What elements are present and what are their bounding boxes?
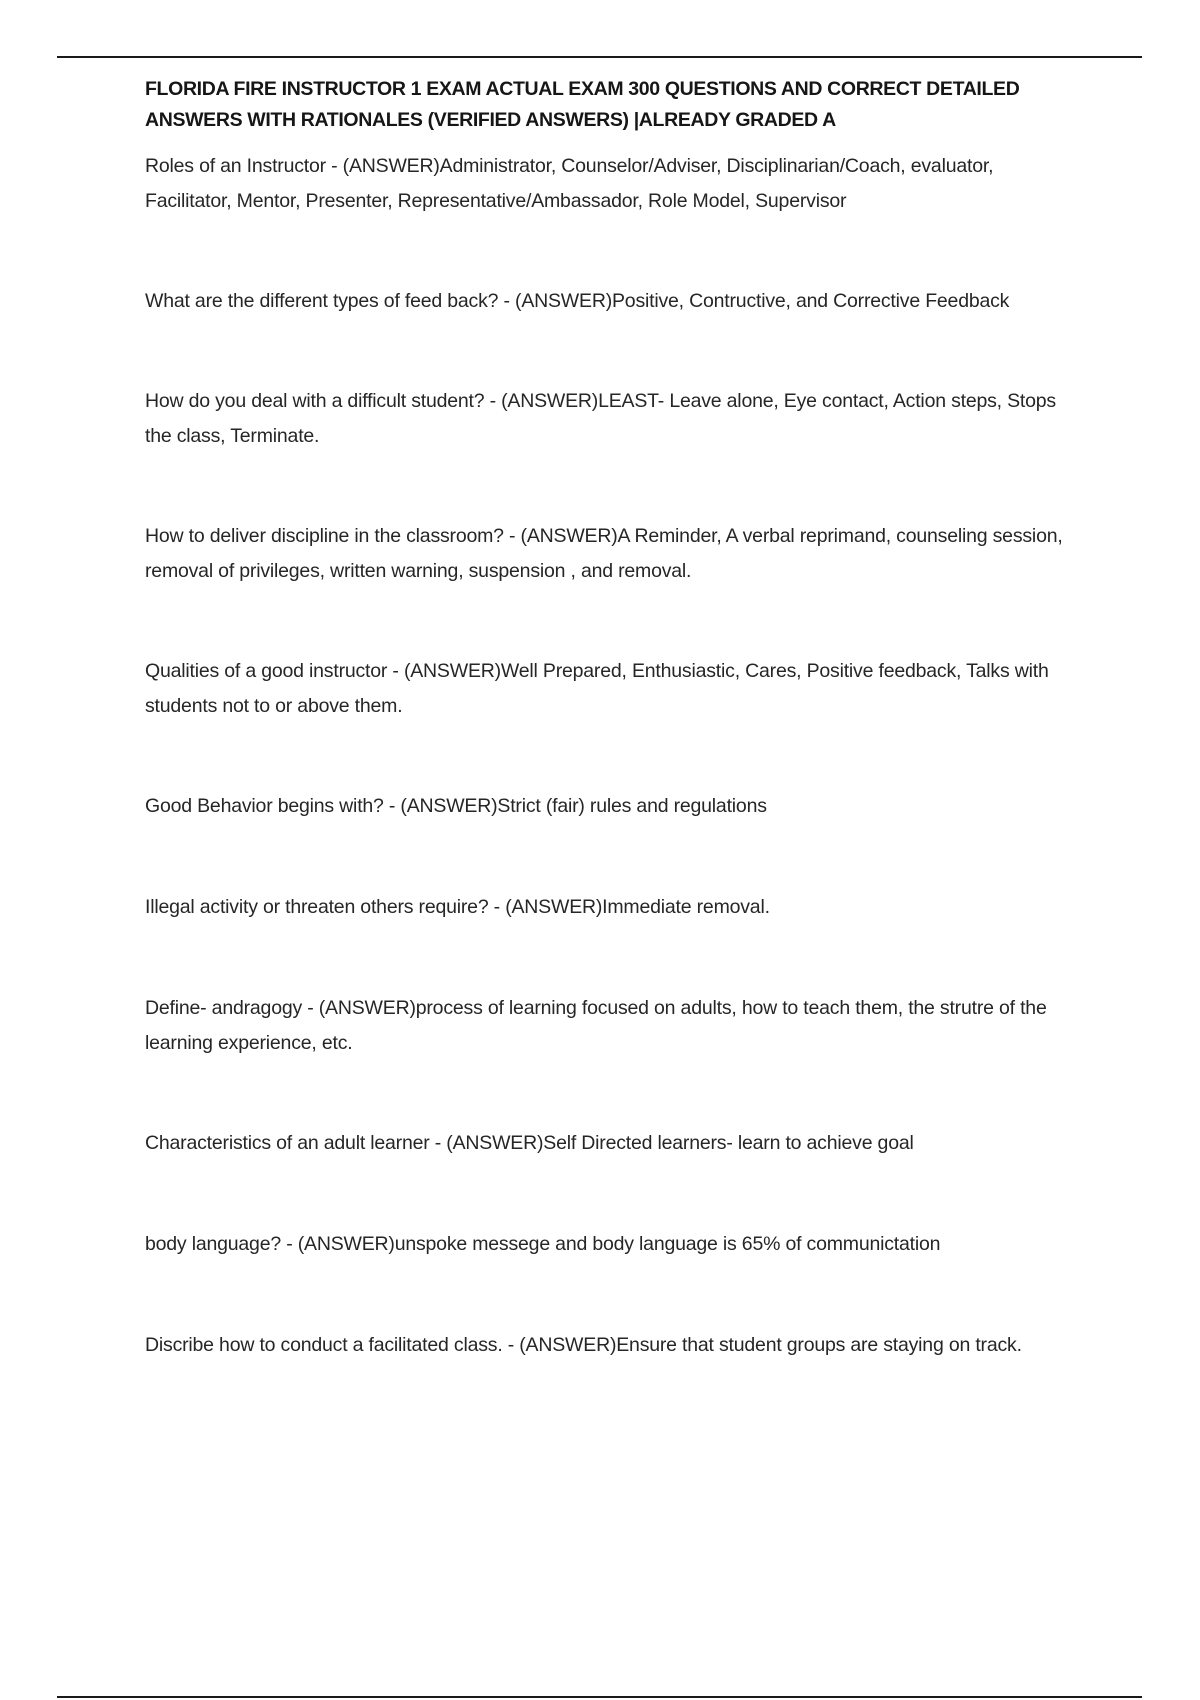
document-content xyxy=(145,74,1080,1428)
qa-item-difficult-student: How do you deal with a difficult student? - (ANSWER)LEAST- Leave alone, Eye contact, Action steps, Stops the class, Terminate. xyxy=(145,390,1056,447)
qa-item-roles-of-instructor: Roles of an Instructor - (ANSWER)Administrator, Counselor/Adviser, Disciplinarian/Coach, evaluator, Facilitator, Mentor, Presenter, Representative/Ambassador, Role Model, Supervisor xyxy=(145,155,994,212)
qa-item-good-behavior: Good Behavior begins with? - (ANSWER)Strict (fair) rules and regulations xyxy=(145,795,767,817)
qa-item-illegal-activity: Illegal activity or threaten others require? - (ANSWER)Immediate removal. xyxy=(145,896,770,918)
top-divider xyxy=(57,56,1142,58)
bottom-divider xyxy=(57,1696,1142,1698)
qa-item-body-language: body language? - (ANSWER)unspoke messege and body language is 65% of communictation xyxy=(145,1233,941,1255)
qa-list xyxy=(145,149,1080,1363)
qa-item-types-of-feedback: What are the different types of feed back? - (ANSWER)Positive, Contructive, and Corrective Feedback xyxy=(145,290,1010,312)
document-title: FLORIDA FIRE INSTRUCTOR 1 EXAM ACTUAL EXAM 300 QUESTIONS AND CORRECT DETAILED ANSWERS WITH RATIONALES (VERIFIED ANSWERS) |ALREADY GRADED A xyxy=(145,78,1020,131)
qa-item-deliver-discipline: How to deliver discipline in the classroom? - (ANSWER)A Reminder, A verbal reprimand, counseling session, removal of privileges, written warning, suspension , and removal. xyxy=(145,525,1063,582)
qa-item-adult-learner: Characteristics of an adult learner - (ANSWER)Self Directed learners- learn to achieve goal xyxy=(145,1132,914,1154)
qa-item-define-andragogy: Define- andragogy - (ANSWER)process of learning focused on adults, how to teach them, the strutre of the learning experience, etc. xyxy=(145,997,1047,1054)
qa-item-facilitated-class: Discribe how to conduct a facilitated class. - (ANSWER)Ensure that student groups are staying on track. xyxy=(145,1334,1022,1356)
qa-item-qualities-good-instructor: Qualities of a good instructor - (ANSWER)Well Prepared, Enthusiastic, Cares, Positive feedback, Talks with students not to or above them. xyxy=(145,660,1049,717)
